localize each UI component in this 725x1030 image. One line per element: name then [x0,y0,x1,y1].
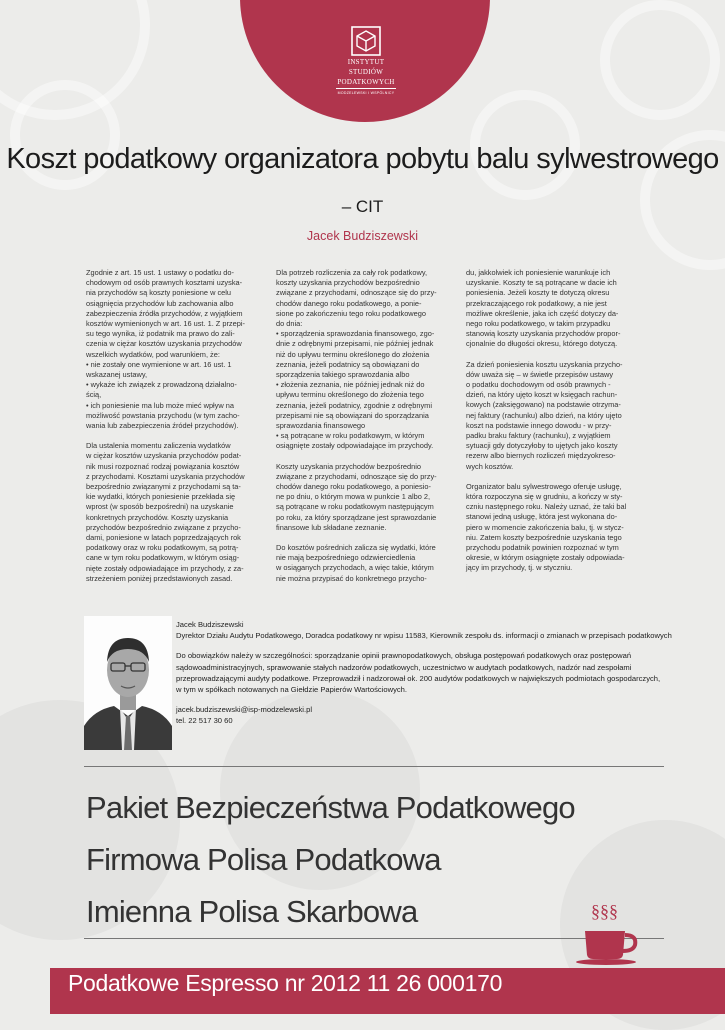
coffee-cup-icon [573,895,653,970]
article-author: Jacek Budziszewski [306,229,419,243]
bio-duties-line: przeprowadzającymi audyty podatkowe. Przeprowadził i nadzorował ok. 200 audytów podatkowych w największych podmiotach gospodarczych, [176,673,661,683]
divider [84,766,664,767]
article-column-3 [466,268,646,584]
background-circle [600,0,720,120]
section-symbols: §§§ [591,901,618,921]
author-photo [84,616,172,750]
bio-duties-line: Do obowiązków należy w szczególności: sporządzanie opinii prawnopodatkowych, obsługa postępowań podatkowych oraz postępowań [176,651,632,661]
logo-name-line: PODATKOWYCH [337,78,395,86]
logo-divider [336,88,396,89]
bio-duties-line: sądowoadministracyjnych, sprawowanie stałych nadzorów podatkowych, uczestnictwo w audytach podatkowych, nadzór nad zespołami [176,662,632,672]
product-list [86,782,575,938]
article-title: Koszt podatkowy organizatora pobytu balu sylwestrowego [6,143,719,175]
paragraph: Dla ustalenia momentu zaliczenia wydatków w ciężar kosztów uzyskania przychodów podat- nik musi rozpoznać rodzaj powiązania kosztów z przychodami. Kosztami uzyskania przychodów bezpośrednio związanymi z przychodami są ta- kie wydatki, których poniesienie przekłada się wprost (w sposób bezpośredni) na uzyskanie konkretnych przychodów. Koszty uzyskania przychodów bezpośrednio związane z przycho- dami, poniesione w latach poprzedzających rok podatkowy oraz w roku podatkowym, są potrą- cane w tym roku podatkowym, w którym osiąg- nięte zostały odpowiadające im przychody, z za- strzeżeniem poniżej przedstawionych zasad. [86,441,245,583]
product-item: Pakiet Bezpieczeństwa Podatkowego [86,790,575,825]
bio-email-link[interactable]: jacek.budziszewski@isp-modzelewski.pl [176,705,313,715]
product-item: Imienna Polisa Skarbowa [86,894,418,929]
paragraph: Koszty uzyskania przychodów bezpośrednio związane z przychodami, odnoszące się do przy- chodów danego roku podatkowego, a poniesio- ne po dniu, o którym mowa w punkcie 1 albo 2, są potrącane w roku podatkowym następującym po roku, za który sporządzane jest sprawozdanie finansowe lub składane zeznanie. [276,461,437,532]
logo-subtitle: MODZELEWSKI I WSPÓLNICY [337,91,395,95]
bio-phone: tel. 22 517 30 60 [176,716,233,726]
footer-title: Podatkowe Espresso nr 2012 11 26 000170 [68,970,503,996]
product-item: Firmowa Polisa Podatkowa [86,842,441,877]
paragraph: Do kosztów pośrednich zalicza się wydatki, które nie mają bezpośredniego odzwierciedlenia w osiąganych przychodach, a więc takie, którym nie można przypisać do konkretnego przycho- [276,543,436,583]
article-subtitle: – CIT [341,197,384,216]
bio-position: Dyrektor Działu Audytu Podatkowego, Doradca podatkowy nr wpisu 11583, Kierownik zespołu ds. informacji o zmianach w przepisach podatkowych [176,631,672,641]
logo-name-line: INSTYTUT [347,58,385,66]
paragraph: Dla potrzeb rozliczenia za cały rok podatkowy, koszty uzyskania przychodów bezpośrednio związane z przychodami, odnoszące się do przy- chodów danego roku podatkowego, a ponie- sione po zakończeniu tego roku podatkowego do dnia: • sporządzenia sprawozdania finansowego, zgo- dnie z odrębnymi przepisami, nie później jednak niż do upływu terminu określonego do złożenia zeznania, jeżeli podatnicy są obowiązani do sporządzenia takiego sprawozdania albo • złożenia zeznania, nie później jednak niż do upływu terminu określonego do złożenia tego zeznania, jeżeli podatnicy, zgodnie z odrębnymi przepisami nie są obowiązani do sporządzania sprawozdania finansowego • są potrącane w roku podatkowym, w którym osiągnięte zostały odpowiadające im przychody. [276,268,437,451]
logo[interactable] [326,26,406,95]
author-bio [176,619,686,727]
paragraph: Organizator balu sylwestrowego oferuje usługę, która rozpoczyna się w grudniu, a kończy w sty- czniu następnego roku. Należy uznać, że taki bal stanowi jedną usługę, która jest wykonana do- piero w momencie zakończenia balu, tj. w stycz- niu. Zatem koszty bezpośrednie uzyskania tego przychodu podatnik powinien rozpoznać w tym okresie, w którym osiągnięte zostały odpowiada- jący im przychody, tj. w styczniu. [466,481,627,573]
article-column-1 [86,268,266,594]
article-column-2 [276,268,456,594]
logo-name-line: STUDIÓW [348,68,384,76]
bio-duties-line: w tym w spółkach notowanych na Giełdzie Papierów Wartościowych. [176,685,408,695]
bio-name: Jacek Budziszewski [176,620,244,629]
paragraph: Za dzień poniesienia kosztu uzyskania przycho- dów uważa się – w świetle przepisów ustawy o podatku dochodowym od osób prawnych - dzień, na który ujęto koszt w księgach rachun- kowych (zaksięgowano) na podstawie otrzyma- nej faktury (rachunku) albo dzień, na który ujęto koszt na podstawie innego dowodu - w przy- padku braku faktury (rachunku), z wyjątkiem sytuacji gdy dotyczyłoby to ujętych jako koszty rezerw albo biernych rozliczeń międzyokreso- wych kosztów. [466,359,623,471]
paragraph: Zgodnie z art. 15 ust. 1 ustawy o podatku do- chodowym od osób prawnych kosztami uzyska- nia przychodów są koszty poniesione w celu osiągnięcia przychodów lub zachowania albo zabezpieczenia źródła przychodów, z wyjątkiem kosztów wymienionych w art. 16 ust. 1. Z przepi- su tego wynika, iż podatnik ma prawo do zali- czenia w ciężar kosztów uzyskania przychodów wszelkich wydatków, pod warunkiem, że: • nie zostały one wymienione w art. 16 ust. 1 wskazanej ustawy, • wykaże ich związek z prowadzoną działalno- ścią, • ich poniesienie ma lub może mieć wpływ na możliwość powstania przychodu (w tym zacho- wania lub zabezpieczenia źródeł przychodów). [86,268,245,431]
cube-icon [351,26,381,56]
paragraph: du, jakkolwiek ich poniesienie warunkuje ich uzyskanie. Koszty te są potrącane w dacie ich poniesienia. Jeżeli koszty te dotyczą okresu przekraczającego rok podatkowy, a nie jest możliwe określenie, jaka ich część dotyczy da- nego roku podatkowego, w takim przypadku stanowią koszty uzyskania przychodów propor- cjonalnie do długości okresu, którego dotyczą. [466,268,621,349]
